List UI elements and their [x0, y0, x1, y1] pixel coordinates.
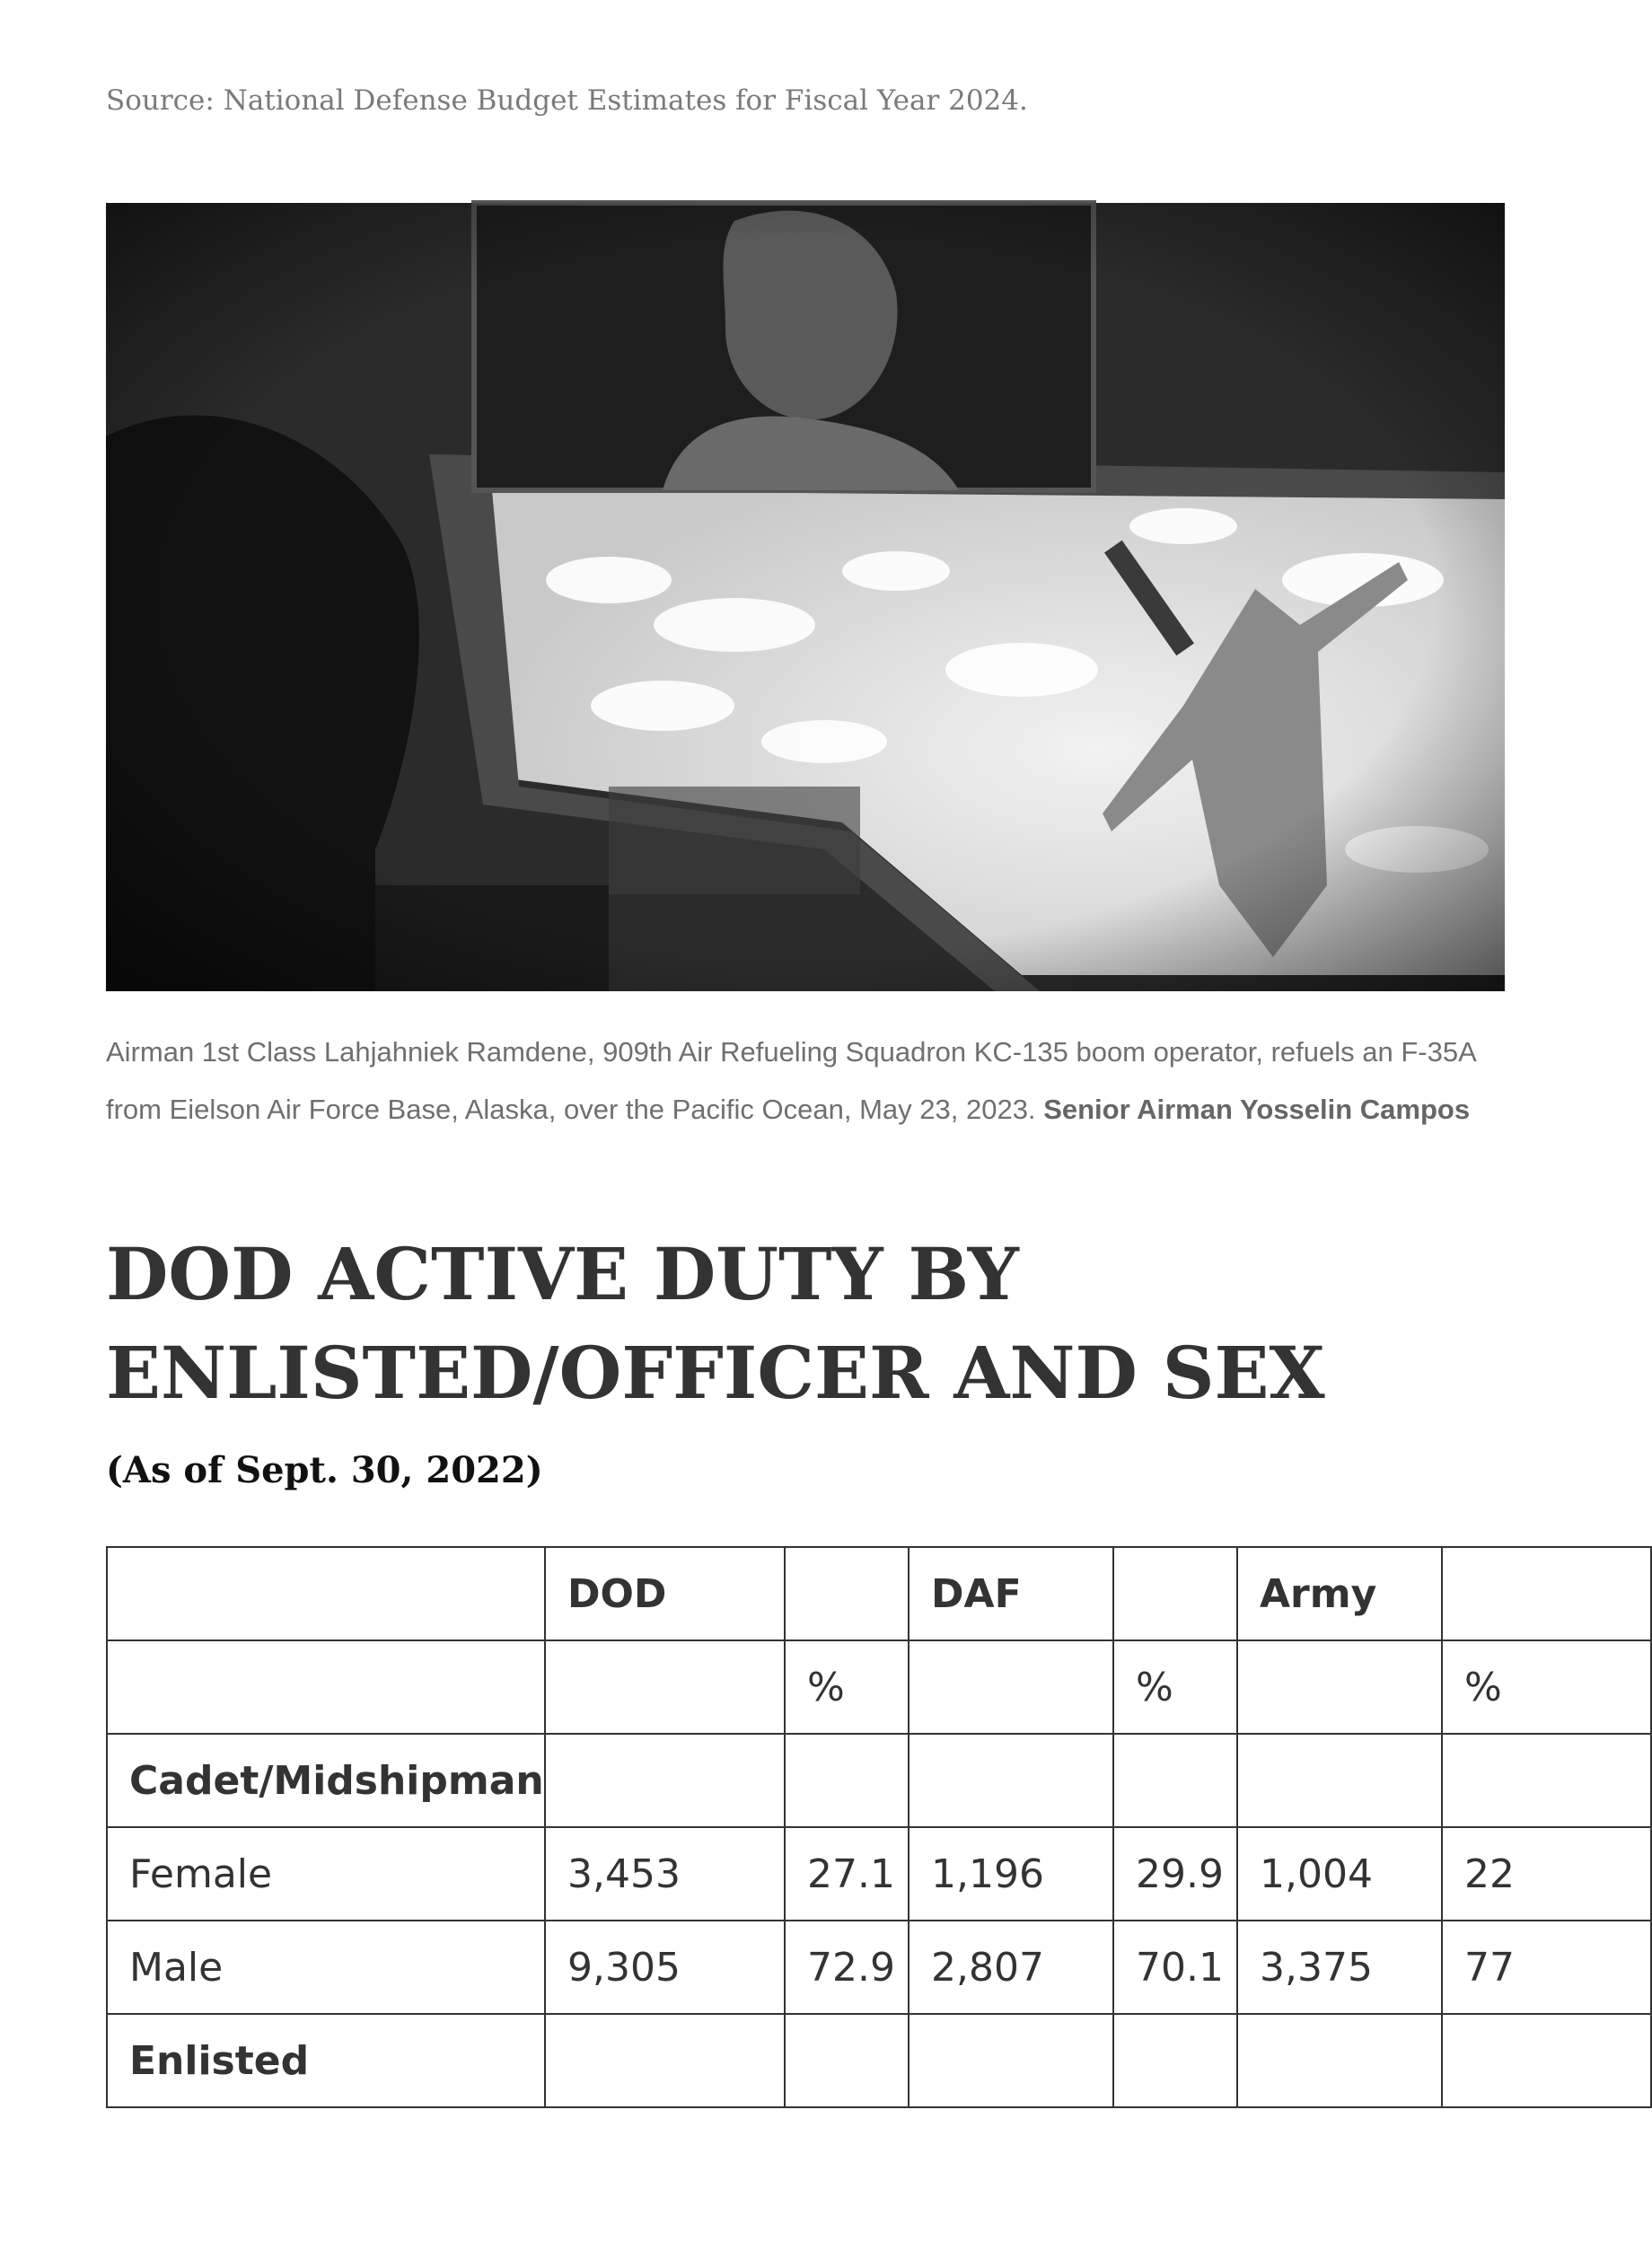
table-cell: 3,453 [545, 1827, 785, 1921]
table-cell [1237, 2014, 1442, 2107]
row-label-female: Female [107, 1827, 545, 1921]
table-cell: 9,305 [545, 1921, 785, 2014]
table-cell: 70.1 [1113, 1921, 1237, 2014]
page-subtitle: (As of Sept. 30, 2022) [106, 1449, 543, 1491]
table-cell: 3,375 [1237, 1921, 1442, 2014]
table-cell [545, 2014, 785, 2107]
table-cell: 77 [1442, 1921, 1651, 2014]
table-cell: 1,196 [909, 1827, 1113, 1921]
table-cell [909, 1734, 1113, 1827]
table-cell [1113, 2014, 1237, 2107]
table-cell [785, 1734, 909, 1827]
table-cell [1442, 1734, 1651, 1827]
subheader-cell [909, 1640, 1113, 1734]
header-cell-army: Army [1237, 1547, 1442, 1640]
table-cell [1113, 1734, 1237, 1827]
table-cell [1237, 1734, 1442, 1827]
table-row-enlisted [107, 2014, 1651, 2107]
table-header-row [107, 1547, 1651, 1640]
header-cell [785, 1547, 909, 1640]
source-line: Source: National Defense Budget Estimates for Fiscal Year 2024. [106, 84, 1028, 117]
subheader-percent-cell: % [785, 1640, 909, 1734]
subheader-cell [107, 1640, 545, 1734]
photo-caption [106, 1024, 1507, 1138]
row-label-male: Male [107, 1921, 545, 2014]
header-cell [107, 1547, 545, 1640]
page-title: DOD ACTIVE DUTY BY ENLISTED/OFFICER AND SEX [106, 1232, 1325, 1415]
table-cell: 1,004 [1237, 1827, 1442, 1921]
active-duty-table-container[interactable] [106, 1546, 1515, 2121]
table-cell [1442, 2014, 1651, 2107]
subheader-cell [545, 1640, 785, 1734]
table-row-cadet-midshipman [107, 1734, 1651, 1827]
header-cell [1442, 1547, 1651, 1640]
table-cell: 29.9 [1113, 1827, 1237, 1921]
caption-text: Airman 1st Class Lahjahniek Ramdene, 909th Air Refueling Squadron KC-135 boom operator, refuels an F-35A from Eielson Air Force Base, Alaska, over the Pacific Ocean, May 23, 2023. [106, 1036, 1476, 1125]
photo-refueling-icon [106, 203, 1505, 991]
table-row-female [107, 1827, 1651, 1921]
table-cell: 22 [1442, 1827, 1651, 1921]
table-cell [909, 2014, 1113, 2107]
row-label-cadet-midshipman: Cadet/Midshipman [107, 1734, 545, 1827]
active-duty-table [106, 1546, 1652, 2108]
subheader-percent-cell: % [1113, 1640, 1237, 1734]
table-cell [545, 1734, 785, 1827]
header-cell-dod: DOD [545, 1547, 785, 1640]
photo-credit: Senior Airman Yosselin Campos [1043, 1094, 1471, 1125]
table-cell: 72.9 [785, 1921, 909, 2014]
table-row-male [107, 1921, 1651, 2014]
table-cell [785, 2014, 909, 2107]
table-subheader-row [107, 1640, 1651, 1734]
header-cell-daf: DAF [909, 1547, 1113, 1640]
refueling-photo [106, 203, 1505, 991]
table-cell: 27.1 [785, 1827, 909, 1921]
header-cell [1113, 1547, 1237, 1640]
table-cell: 2,807 [909, 1921, 1113, 2014]
subheader-percent-cell: % [1442, 1640, 1651, 1734]
subheader-cell [1237, 1640, 1442, 1734]
row-label-enlisted: Enlisted [107, 2014, 545, 2107]
